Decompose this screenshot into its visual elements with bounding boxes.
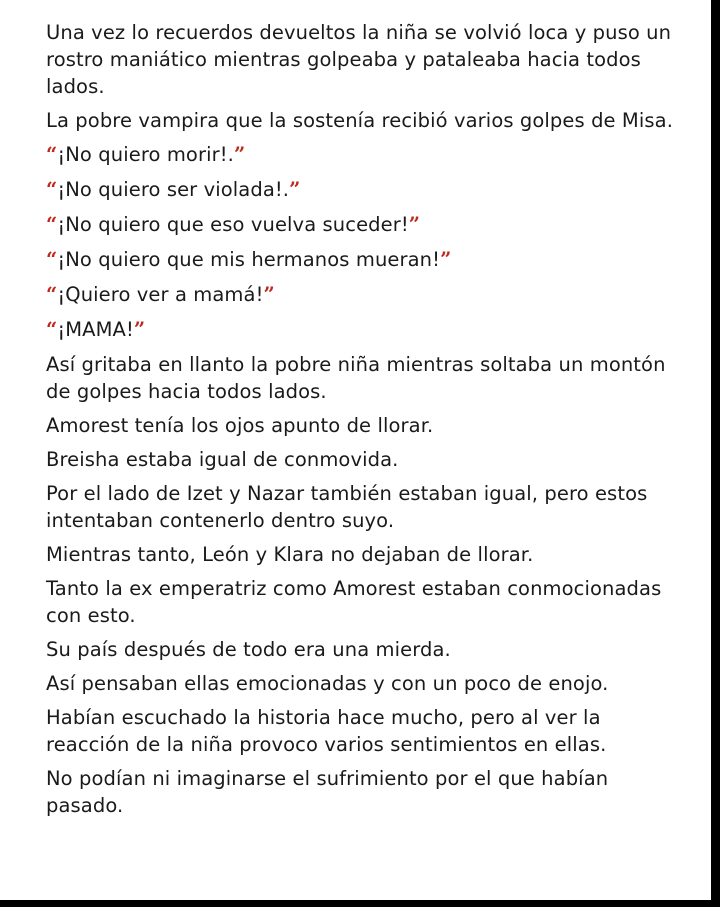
paragraph-10: Amorest tenía los ojos apunto de llorar. [46,414,434,437]
dialogue-line-1 [46,141,681,168]
dialogue-text: ¡No quiero morir!. [57,143,234,166]
open-quote: “ [46,178,58,201]
open-quote: “ [46,213,58,236]
dialogue-line-4 [46,246,681,273]
dialogue-line-6 [46,316,681,343]
paragraph-9: Así gritaba en llanto la pobre niña mientras soltaba un montón de golpes hacia todos lados. [46,353,666,403]
dialogue-text: ¡No quiero ser violada!. [57,178,290,201]
paragraph-2: La pobre vampira que la sostenía recibió varios golpes de Misa. [46,109,673,132]
close-quote: ” [263,283,275,306]
paragraph-16: Así pensaban ellas emocionadas y con un poco de enojo. [46,672,609,695]
open-quote: “ [46,248,58,271]
paragraph-15: Su país después de todo era una mierda. [46,638,451,661]
dialogue-line-3 [46,211,681,238]
dialogue-line-2 [46,176,681,203]
dialogue-text: ¡No quiero que mis hermanos mueran! [57,248,441,271]
open-quote: “ [46,283,58,306]
open-quote: “ [46,143,58,166]
paragraph-12: Por el lado de Izet y Nazar también estaban igual, pero estos intentaban contenerlo dentro suyo. [46,482,648,532]
close-quote: ” [289,178,301,201]
paragraph-17: Habían escuchado la historia hace mucho, pero al ver la reacción de la niña provoco varios sentimientos en ellas. [46,706,607,756]
paragraph-13: Mientras tanto, León y Klara no dejaban de llorar. [46,543,534,566]
close-quote: ” [133,318,146,341]
dialogue-line-5 [46,281,681,308]
paragraph-18: No podían ni imaginarse el sufrimiento por el que habían pasado. [46,767,609,817]
close-quote: ” [233,143,246,166]
close-quote: ” [440,248,452,271]
paragraph-14: Tanto la ex emperatriz como Amorest estaban conmocionadas con esto. [46,577,662,627]
dialogue-text: ¡Quiero ver a mamá! [57,283,264,306]
dialogue-text: ¡No quiero que eso vuelva suceder! [57,213,409,236]
close-quote: ” [408,213,421,236]
paragraph-1: Una vez lo recuerdos devueltos la niña se volvió loca y puso un rostro maniático mientras golpeaba y pataleaba hacia todos lados. [46,21,672,98]
open-quote: “ [46,318,58,341]
paragraph-11: Breisha estaba igual de conmovida. [46,448,399,471]
dialogue-text: ¡MAMA! [57,318,134,341]
